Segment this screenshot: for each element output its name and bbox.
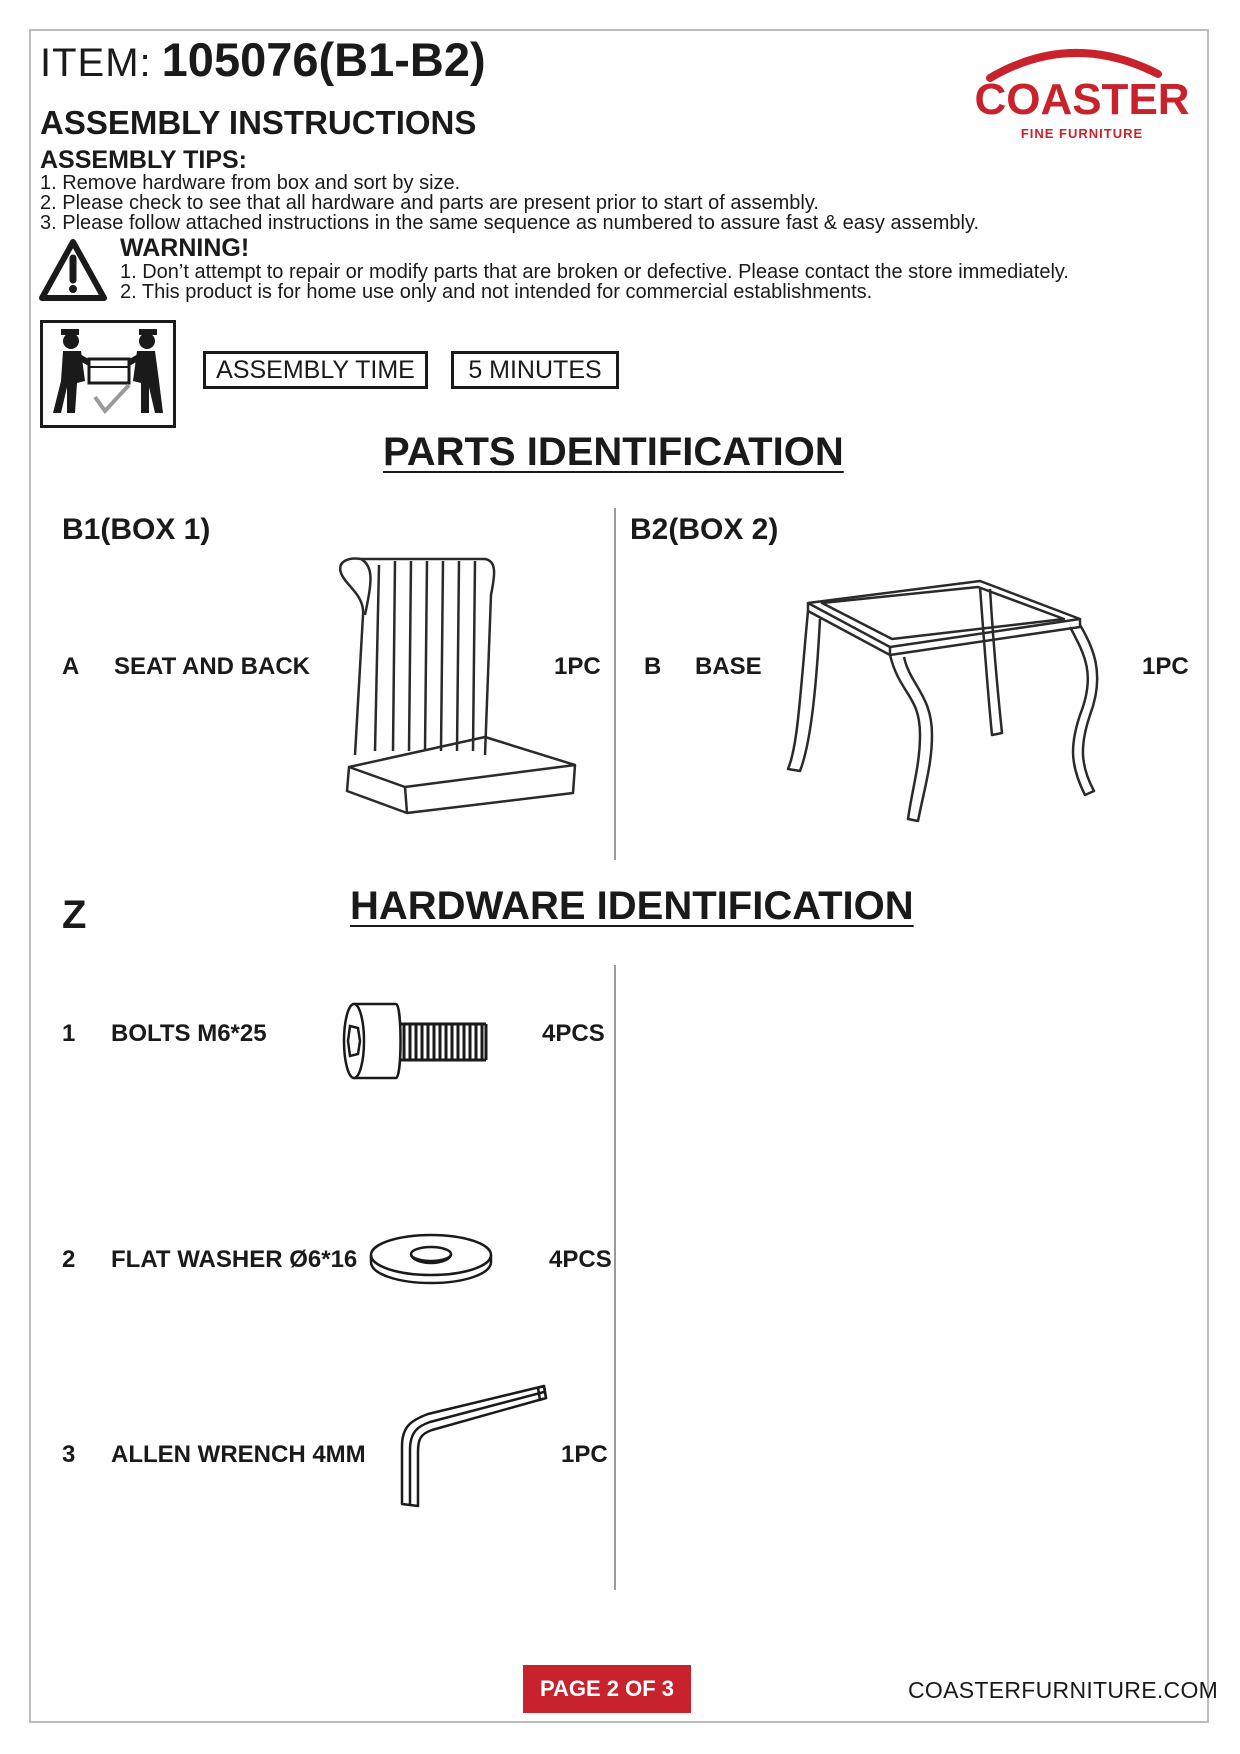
document-title: ASSEMBLY INSTRUCTIONS <box>40 104 477 141</box>
movers-icon-box <box>40 320 176 428</box>
hardware-group-label: Z <box>62 893 87 937</box>
warning-item: 1. Don’t attempt to repair or modify parts that are broken or defective. Please contact the store immediately. <box>120 261 1069 283</box>
hardware-2-name: FLAT WASHER Ø6*16 <box>111 1246 358 1273</box>
warning-item: 2. This product is for home use only and not intended for commercial establishments. <box>120 281 873 303</box>
hardware-3-qty: 1PC <box>561 1441 608 1468</box>
tip-item: 2. Please check to see that all hardware and parts are present prior to start of assembly. <box>40 192 819 214</box>
hardware-identification-title: HARDWARE IDENTIFICATION <box>350 884 914 928</box>
warning-title: WARNING! <box>120 234 250 262</box>
chair-base-frame-icon <box>780 575 1100 825</box>
logo-tagline: FINE FURNITURE <box>1020 126 1144 141</box>
parts-identification-title: PARTS IDENTIFICATION <box>383 430 844 474</box>
hardware-1-name: BOLTS M6*25 <box>111 1020 267 1047</box>
box2-title: B2(BOX 2) <box>630 513 779 546</box>
coaster-logo <box>960 42 1205 147</box>
hardware-1-number: 1 <box>62 1020 76 1047</box>
item-line <box>40 33 486 86</box>
chair-seat-back-icon <box>335 555 585 815</box>
website-url: COASTERFURNITURE.COM <box>908 1677 1219 1703</box>
allen-wrench-icon <box>398 1384 548 1510</box>
part-b-name: BASE <box>695 653 762 680</box>
part-b-qty: 1PC <box>1142 653 1189 680</box>
hardware-1-qty: 4PCS <box>542 1020 605 1047</box>
flat-washer-icon <box>368 1232 494 1286</box>
item-label: ITEM: <box>40 41 152 85</box>
tips-title: ASSEMBLY TIPS: <box>40 146 247 174</box>
hardware-2-qty: 4PCS <box>549 1246 612 1273</box>
part-a-name: SEAT AND BACK <box>114 653 310 680</box>
box1-title: B1(BOX 1) <box>62 513 211 546</box>
assembly-time-value: 5 MINUTES <box>451 351 619 389</box>
item-number: 105076(B1-B2) <box>161 33 486 86</box>
hardware-3-name: ALLEN WRENCH 4MM <box>111 1441 366 1468</box>
bolt-icon <box>340 998 490 1084</box>
part-b-letter: B <box>644 653 662 680</box>
two-movers-icon <box>47 327 171 423</box>
logo-name: COASTER <box>974 75 1190 124</box>
hardware-divider <box>614 965 616 1590</box>
tip-item: 3. Please follow attached instructions in the same sequence as numbered to assure fast & easy assembly. <box>40 212 980 234</box>
warning-triangle-icon <box>38 238 108 302</box>
page-number-badge: PAGE 2 OF 3 <box>523 1665 691 1713</box>
tip-item: 1. Remove hardware from box and sort by size. <box>40 172 461 194</box>
parts-divider <box>614 508 616 860</box>
assembly-time-label: ASSEMBLY TIME <box>203 351 428 389</box>
part-a-qty: 1PC <box>554 653 601 680</box>
hardware-3-number: 3 <box>62 1441 76 1468</box>
hardware-2-number: 2 <box>62 1246 76 1273</box>
part-a-letter: A <box>62 653 80 680</box>
